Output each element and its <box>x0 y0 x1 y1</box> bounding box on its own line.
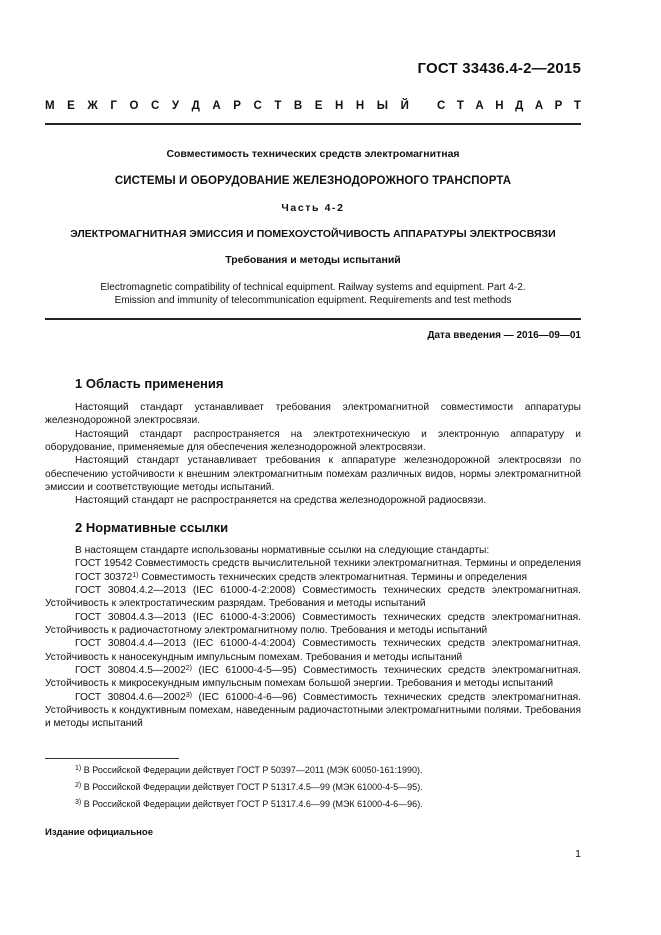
section-2-body <box>45 544 581 731</box>
spaced-letter: У <box>171 100 179 112</box>
title-emission-immunity: ЭЛЕКТРОМАГНИТНАЯ ЭМИССИЯ И ПОМЕХОУСТОЙЧИВОСТЬ АППАРАТУРЫ ЭЛЕКТРОСВЯЗИ <box>70 228 556 240</box>
section-1-body <box>45 401 581 508</box>
spaced-letter: С <box>437 100 446 112</box>
reference-item: ГОСТ 30804.4.6—2002$^{3)}$ (IEC 61000-4-6—96) Совместимость технических средств электромагнитная. Устойчивость к кондуктивным помехам, наведенным радиочастотными электромагнитными полями. Требования и методы испытаний <box>45 691 581 730</box>
spaced-letter: А <box>534 100 544 112</box>
spaced-letter: Р <box>233 100 241 112</box>
spaced-word-interstate <box>45 100 409 112</box>
spaced-letter: Е <box>314 100 323 112</box>
spaced-letter: Г <box>110 100 117 112</box>
spaced-letter: Т <box>573 100 581 112</box>
spaced-word-standard <box>437 100 581 112</box>
reference-item: ГОСТ 30804.4.3—2013 (IEC 61000-4-3:2006) Совместимость технических средств электромагнитная. Устойчивость к радиочастотному электромагнитному полю. Требования и методы испытаний <box>45 611 581 637</box>
reference-item: ГОСТ 30804.4.2—2013 (IEC 61000-4-2:2008) Совместимость технических средств электромагнитная. Устойчивость к электростатическим разрядам. Требования и методы испытаний <box>45 585 581 610</box>
reference-item: ГОСТ 30804.4.4—2013 (IEC 61000-4-4:2004) Совместимость технических средств электромагнитная. Устойчивость к наносекундным импульсным помехам. Требования и методы испытаний <box>45 638 581 663</box>
standard-type-heading <box>45 100 581 112</box>
title-part: Часть 4-2 <box>281 202 345 214</box>
spaced-letter: Ж <box>87 100 98 112</box>
paragraph: В настоящем стандарте использованы нормативные ссылки на следующие стандарты: <box>75 545 490 556</box>
spaced-letter: Т <box>456 100 464 112</box>
spaced-letter: Д <box>515 100 524 112</box>
spaced-letter: О <box>129 100 139 112</box>
official-edition-label: Издание официальное <box>45 827 153 838</box>
footnote-mark: 1) <box>132 571 139 579</box>
spaced-letter: Е <box>67 100 75 112</box>
spaced-letter: Т <box>274 100 282 112</box>
title-emc: Совместимость технических средств электромагнитная <box>166 148 460 160</box>
spaced-letter: С <box>253 100 262 112</box>
footnote-mark: 2) <box>185 665 192 673</box>
spaced-letter: В <box>293 100 303 112</box>
spaced-letter: Н <box>335 100 344 112</box>
spaced-letter: Д <box>191 100 200 112</box>
footnote-mark: 3) <box>185 691 192 699</box>
introduction-date: Дата введения — 2016—09—01 <box>427 330 581 341</box>
spaced-letter: Н <box>495 100 504 112</box>
paragraph: Настоящий стандарт устанавливает требования к аппаратуре железнодорожной электросвязи по обеспечению устойчивости к внешним электромагнитным помехам различных видов, нормы электромагнитной эмиссии и соответствующие методы испытаний. <box>45 455 581 494</box>
paragraph: Настоящий стандарт не распространяется на средства железнодорожной радиосвязи. <box>75 495 487 507</box>
section-1-heading: 1 Область применения <box>75 376 224 391</box>
footnote: $^{3)}$ В Российской Федерации действует ГОСТ Р 51317.4.6—99 (МЭК 61000-4-6—96). <box>75 799 423 809</box>
spaced-letter: С <box>150 100 160 112</box>
paragraph: Настоящий стандарт устанавливает требования электромагнитной совместимости аппаратуры железнодорожной электросвязи. <box>45 402 581 427</box>
title-divider <box>45 318 581 320</box>
footnotes <box>75 762 423 813</box>
title-railway-systems: СИСТЕМЫ И ОБОРУДОВАНИЕ ЖЕЛЕЗНОДОРОЖНОГО ТРАНСПОРТА <box>114 175 512 187</box>
footnote: $^{1)}$ В Российской Федерации действует ГОСТ Р 50397—2011 (МЭК 60050-161:1990). <box>75 765 423 775</box>
spaced-letter: Н <box>355 100 365 112</box>
document-number: ГОСТ 33436.4-2—2015 <box>417 60 581 77</box>
reference-item: ГОСТ 19542 Совместимость средств вычислительной техники электромагнитная. Термины и определения <box>75 558 582 570</box>
spaced-letter: А <box>475 100 484 112</box>
spaced-letter: Р <box>554 100 563 112</box>
section-2-heading: 2 Нормативные ссылки <box>75 520 229 535</box>
top-divider <box>45 123 581 125</box>
spaced-letter: Ы <box>376 100 389 112</box>
spaced-letter: Й <box>400 100 409 112</box>
footnote: $^{2)}$ В Российской Федерации действует ГОСТ Р 51317.4.5—99 (МЭК 61000-4-5—95). <box>75 782 423 792</box>
page-number: 1 <box>575 848 581 860</box>
spaced-letter: А <box>212 100 221 112</box>
spaced-letter: М <box>45 100 55 112</box>
title-english <box>45 281 581 307</box>
footnote-divider <box>45 758 179 759</box>
title-english-line-1: Electromagnetic compatibility of technical equipment. Railway systems and equipment. Part 4-2. <box>100 282 526 293</box>
paragraph: Настоящий стандарт распространяется на электротехническую и электронную аппаратуру и оборудование, применяемые для обеспечения железнодорожной электросвязи. <box>45 428 581 454</box>
title-requirements: Требования и методы испытаний <box>225 254 401 266</box>
title-english-line-2: Emission and immunity of telecommunication equipment. Requirements and test methods <box>114 295 512 306</box>
reference-item: ГОСТ 30372$^{1)}$ Совместимость технических средств электромагнитная. Термины и определения <box>75 571 528 583</box>
reference-item: ГОСТ 30804.4.5—2002$^{2)}$ (IEC 61000-4-5—95) Совместимость технических средств электромагнитная. Устойчивость к микросекундным импульсным помехам большой энергии. Требования и методы испытаний <box>45 665 581 690</box>
